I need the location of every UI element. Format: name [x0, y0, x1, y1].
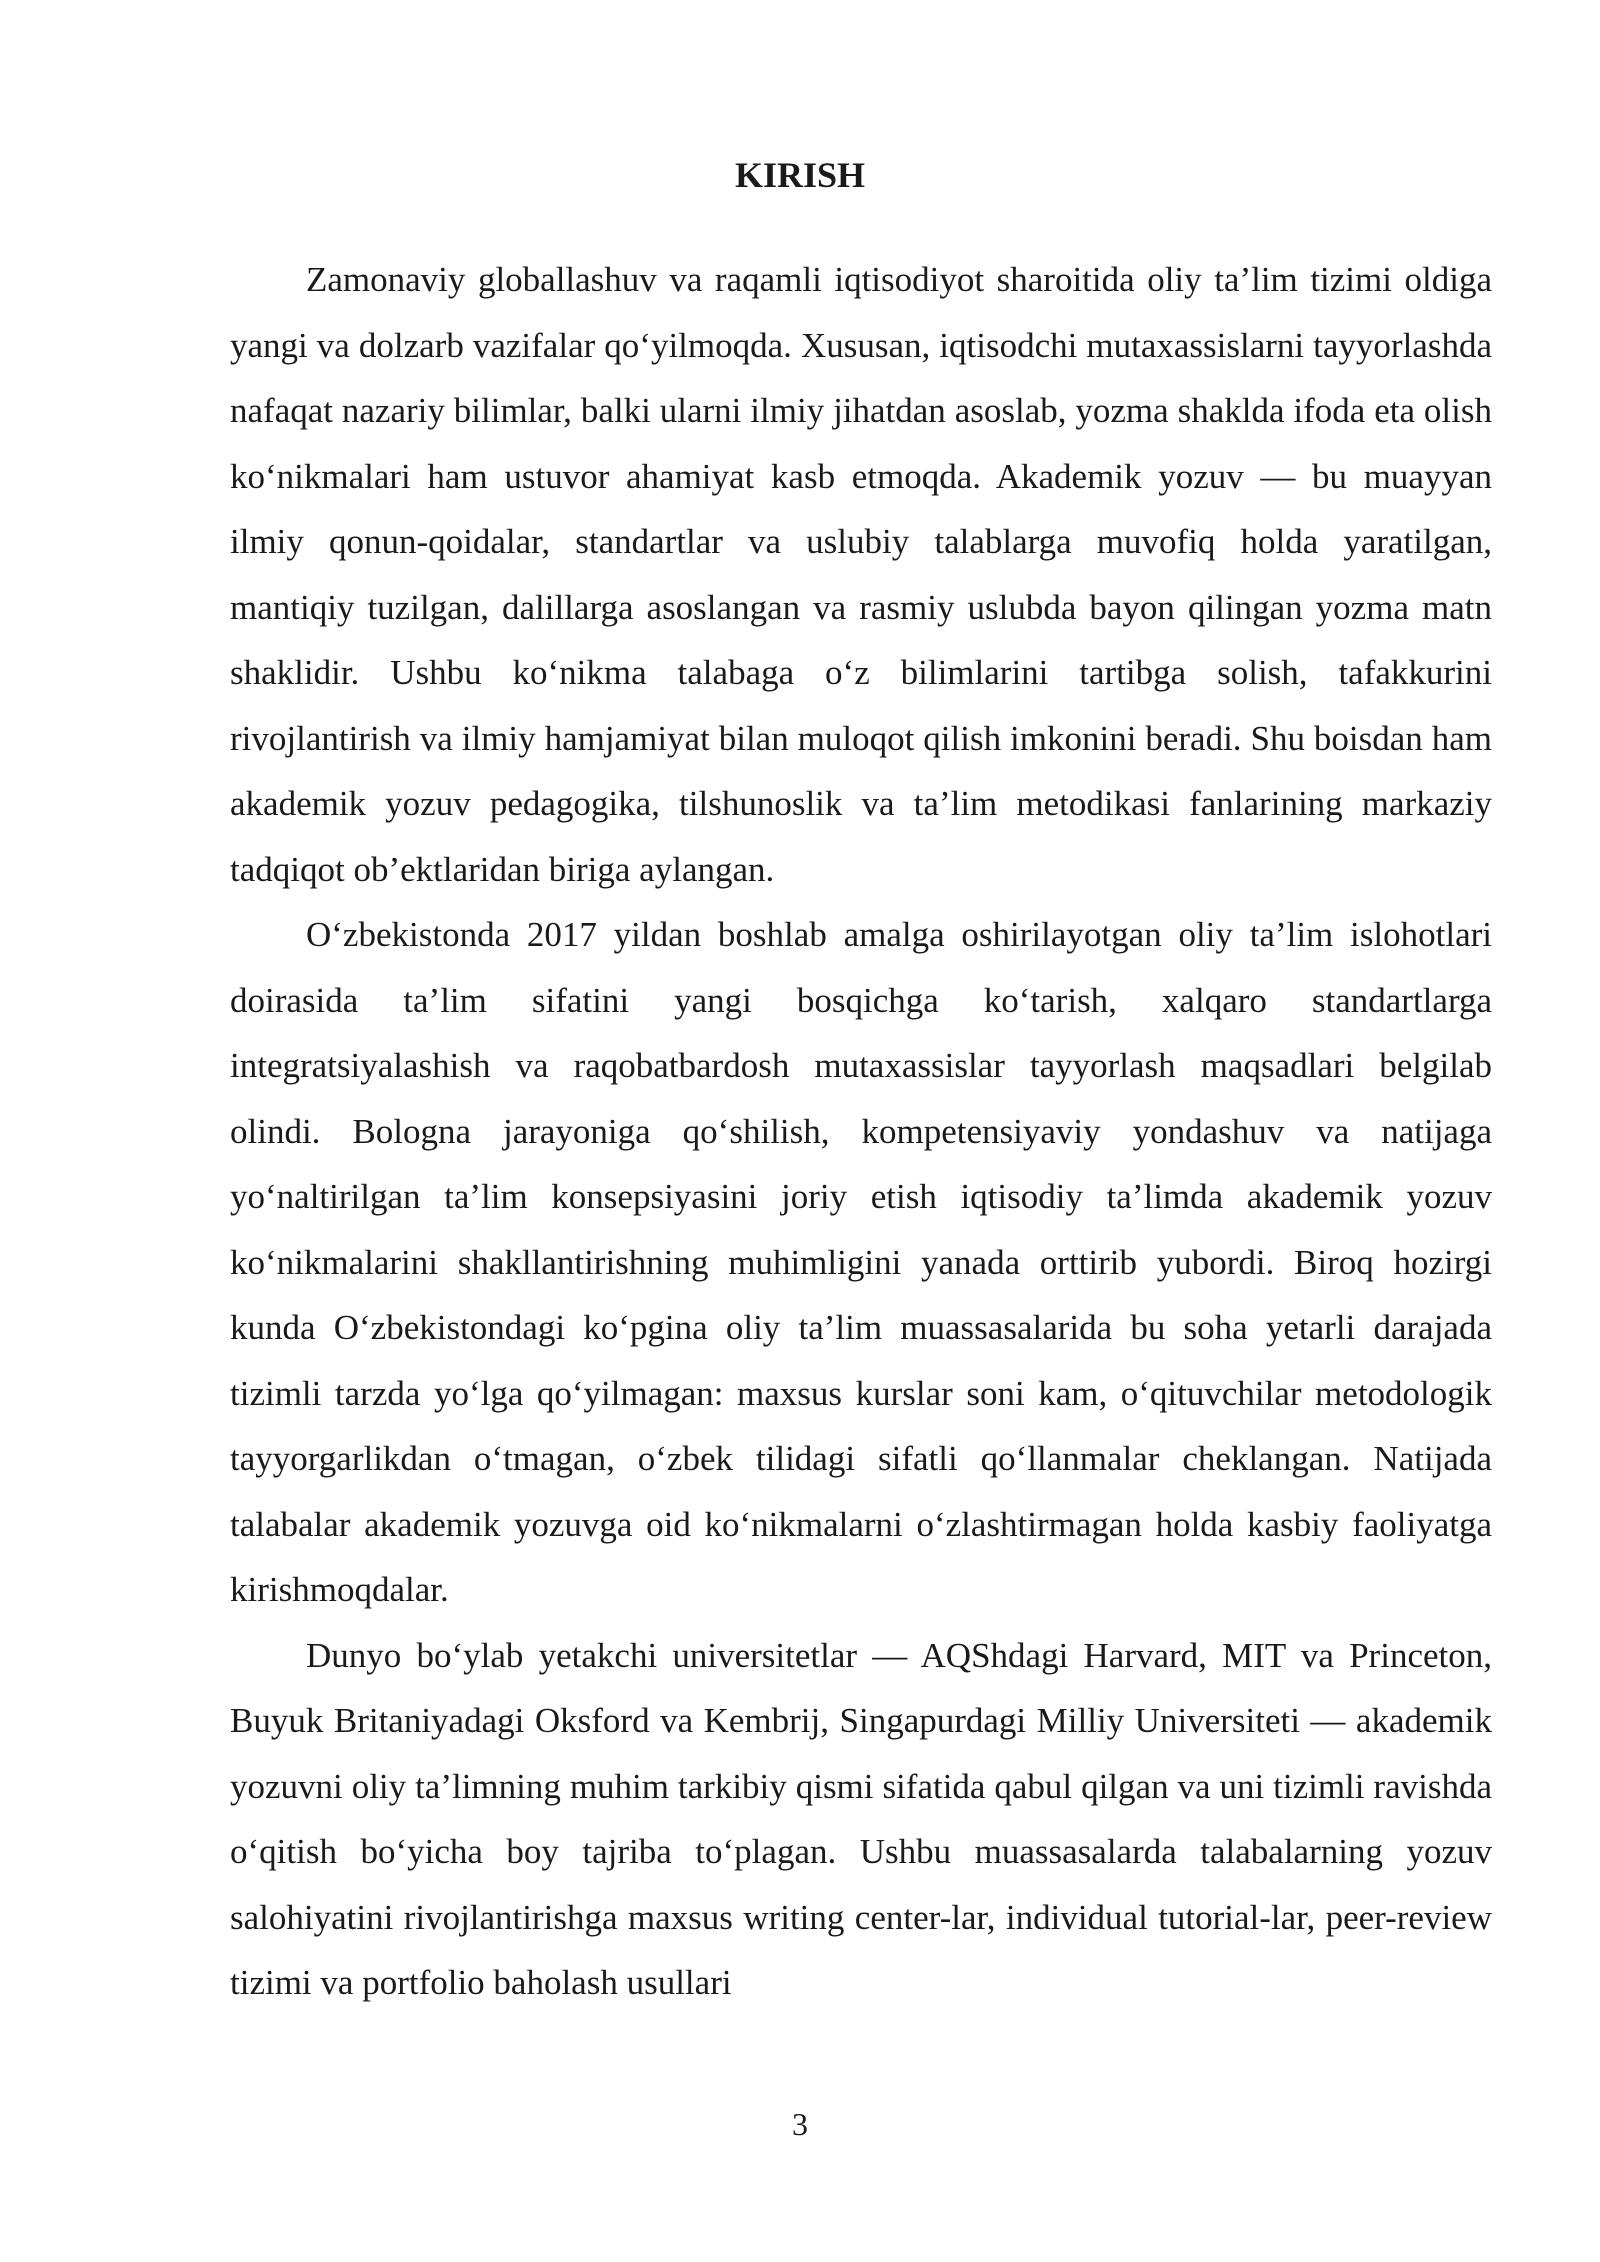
paragraph-world-universities: Dunyo bo‘ylab yetakchi universitetlar — AQShdagi Harvard, MIT va Princeton, Buyuk Britaniyadagi Oksford va Kembrij, Singapurdagi Milliy Universiteti — akademik yozuvni oliy ta’limning muhim tarkibiy qismi sifatida qabul qilgan va uni tizimli ravishda o‘qitish bo‘yicha boy tajriba to‘plagan. Ushbu muassasalarda talabalarning yozuv salohiyatini rivojlantirishga maxsus writing center-lar, individual tutorial-lar, peer-review tizimi va portfolio baholash usullari: [230, 1635, 1492, 2002]
paragraph-intro: Zamonaviy globallashuv va raqamli iqtisodiyot sharoitida oliy ta’lim tizimi oldiga yangi va dolzarb vazifalar qo‘yilmoqda. Xususan, iqtisodchi mutaxassislarni tayyorlashda nafaqat nazariy bilimlar, balki ularni ilmiy jihatdan asoslab, yozma shaklda ifoda eta olish ko‘nikmalari ham ustuvor ahamiyat kasb etmoqda. Akademik yozuv — bu muayyan ilmiy qonun-qoidalar, standartlar va uslubiy talablarga muvofiq holda yaratilgan, mantiqiy tuzilgan, dalillarga asoslangan va rasmiy uslubda bayon qilingan yozma matn shaklidir. Ushbu ko‘nikma talabaga o‘z bilimlarini tartibga solish, tafakkurini rivojlantirish va ilmiy hamjamiyat bilan muloqot qilish imkonini beradi. Shu boisdan ham akademik yozuv pedagogika, tilshunoslik va ta’lim metodikasi fanlarining markaziy tadqiqot ob’ektlaridan biriga aylangan.: [230, 260, 1492, 889]
page-number: 3: [792, 2106, 808, 2142]
body-text: [230, 247, 1492, 2016]
paragraph-uzbekistan-reforms: O‘zbekistonda 2017 yildan boshlab amalga oshirilayotgan oliy ta’lim islohotlari doirasida ta’lim sifatini yangi bosqichga ko‘tarish, xalqaro standartlarga integratsiyalashish va raqobatbardosh mutaxassislar tayyorlash maqsadlari belgilab olindi. Bologna jarayoniga qo‘shilish, kompetensiyaviy yondashuv va natijaga yo‘naltirilgan ta’lim konsepsiyasini joriy etish iqtisodiy ta’limda akademik yozuv ko‘nikmalarini shakllantirishning muhimligini yanada orttirib yubordi. Biroq hozirgi kunda O‘zbekistondagi ko‘pgina oliy ta’lim muassasalarida bu soha yetarli darajada tizimli tarzda yo‘lga qo‘yilmagan: maxsus kurslar soni kam, o‘qituvchilar metodologik tayyorgarlikdan o‘tmagan, o‘zbek tilidagi sifatli qo‘llanmalar cheklangan. Natijada talabalar akademik yozuvga oid ko‘nikmalarni o‘zlashtirmagan holda kasbiy faoliyatga kirishmoqdalar.: [230, 915, 1492, 1609]
section-title: KIRISH: [734, 155, 866, 195]
